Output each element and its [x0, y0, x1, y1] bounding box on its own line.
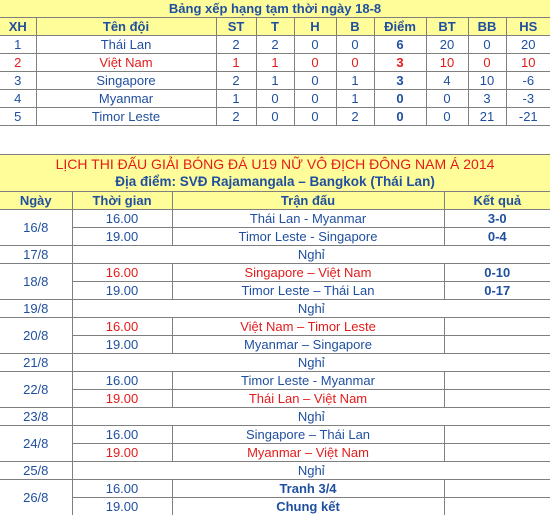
day-cell: 21/8	[0, 354, 72, 372]
draw-cell: 0	[294, 108, 336, 126]
table-row	[0, 228, 550, 246]
table-row	[0, 90, 550, 108]
table-row	[0, 480, 550, 498]
header-gf: BT	[426, 18, 468, 36]
match-cell: Timor Leste - Myanmar	[172, 372, 444, 390]
gf-cell: 20	[426, 36, 468, 54]
table-row	[0, 498, 550, 515]
day-cell: 26/8	[0, 480, 72, 515]
table-row	[0, 36, 550, 54]
day-cell: 19/8	[0, 300, 72, 318]
points-cell: 0	[374, 90, 426, 108]
time-cell: 19.00	[72, 498, 172, 515]
table-row	[0, 246, 550, 264]
played-cell: 2	[216, 108, 256, 126]
result-cell	[444, 318, 550, 336]
gd-cell: -3	[506, 90, 550, 108]
rest-cell: Nghỉ	[72, 408, 550, 426]
table-row	[0, 54, 550, 72]
table-row	[0, 408, 550, 426]
result-cell	[444, 498, 550, 515]
result-cell	[444, 480, 550, 498]
gf-cell: 0	[426, 90, 468, 108]
rank-cell: 2	[0, 54, 36, 72]
table-row	[0, 426, 550, 444]
points-cell: 3	[374, 54, 426, 72]
gf-cell: 0	[426, 108, 468, 126]
day-cell: 22/8	[0, 372, 72, 408]
rest-cell: Nghỉ	[72, 462, 550, 480]
match-cell: Singapore – Việt Nam	[172, 264, 444, 282]
table-row	[0, 336, 550, 354]
time-cell: 19.00	[72, 336, 172, 354]
header-result: Kết quả	[444, 192, 550, 210]
day-cell: 24/8	[0, 426, 72, 462]
result-cell: 0-4	[444, 228, 550, 246]
header-team: Tên đội	[36, 18, 216, 36]
win-cell: 1	[256, 54, 294, 72]
day-cell: 17/8	[0, 246, 72, 264]
gd-cell: 10	[506, 54, 550, 72]
win-cell: 0	[256, 90, 294, 108]
team-cell: Myanmar	[36, 90, 216, 108]
header-played: ST	[216, 18, 256, 36]
ga-cell: 3	[468, 90, 506, 108]
schedule-table	[0, 154, 550, 515]
rank-cell: 1	[0, 36, 36, 54]
table-row	[0, 318, 550, 336]
win-cell: 0	[256, 108, 294, 126]
played-cell: 2	[216, 72, 256, 90]
gf-cell: 10	[426, 54, 468, 72]
standings-title: Bảng xếp hạng tạm thời ngày 18-8	[0, 0, 550, 18]
points-cell: 0	[374, 108, 426, 126]
header-match: Trận đấu	[172, 192, 444, 210]
table-row	[0, 444, 550, 462]
played-cell: 2	[216, 36, 256, 54]
header-win: T	[256, 18, 294, 36]
day-cell: 16/8	[0, 210, 72, 246]
table-row	[0, 108, 550, 126]
time-cell: 16.00	[72, 264, 172, 282]
match-cell: Tranh 3/4	[172, 480, 444, 498]
result-cell	[444, 372, 550, 390]
match-cell: Việt Nam – Timor Leste	[172, 318, 444, 336]
time-cell: 16.00	[72, 372, 172, 390]
team-cell: Singapore	[36, 72, 216, 90]
time-cell: 16.00	[72, 318, 172, 336]
standings-header-row	[0, 18, 550, 36]
table-row	[0, 300, 550, 318]
time-cell: 19.00	[72, 390, 172, 408]
table-row	[0, 282, 550, 300]
match-cell: Myanmar – Việt Nam	[172, 444, 444, 462]
gd-cell: -21	[506, 108, 550, 126]
time-cell: 16.00	[72, 210, 172, 228]
header-rank: XH	[0, 18, 36, 36]
result-cell	[444, 336, 550, 354]
match-cell: Timor Leste – Thái Lan	[172, 282, 444, 300]
win-cell: 2	[256, 36, 294, 54]
time-cell: 19.00	[72, 282, 172, 300]
match-cell: Timor Leste - Singapore	[172, 228, 444, 246]
time-cell: 16.00	[72, 480, 172, 498]
schedule-header-row	[0, 192, 550, 210]
points-cell: 6	[374, 36, 426, 54]
result-cell	[444, 444, 550, 462]
played-cell: 1	[216, 90, 256, 108]
header-ga: BB	[468, 18, 506, 36]
result-cell: 0-17	[444, 282, 550, 300]
match-cell: Singapore – Thái Lan	[172, 426, 444, 444]
draw-cell: 0	[294, 54, 336, 72]
result-cell	[444, 390, 550, 408]
time-cell: 16.00	[72, 426, 172, 444]
time-cell: 19.00	[72, 228, 172, 246]
result-cell: 0-10	[444, 264, 550, 282]
rest-cell: Nghỉ	[72, 300, 550, 318]
draw-cell: 0	[294, 72, 336, 90]
standings-table	[0, 0, 550, 126]
rest-cell: Nghỉ	[72, 246, 550, 264]
result-cell	[444, 426, 550, 444]
loss-cell: 0	[336, 36, 374, 54]
match-cell: Chung kết	[172, 498, 444, 515]
gd-cell: 20	[506, 36, 550, 54]
rank-cell: 4	[0, 90, 36, 108]
ga-cell: 0	[468, 36, 506, 54]
schedule-venue: Địa điểm: SVĐ Rajamangala – Bangkok (Thái Lan)	[0, 173, 550, 192]
team-cell: Thái Lan	[36, 36, 216, 54]
schedule-title: LỊCH THI ĐẤU GIẢI BÓNG ĐÁ U19 NỮ VÔ ĐỊCH ĐÔNG NAM Á 2014	[0, 155, 550, 174]
table-row	[0, 354, 550, 372]
loss-cell: 1	[336, 72, 374, 90]
time-cell: 19.00	[72, 444, 172, 462]
table-row	[0, 462, 550, 480]
rank-cell: 3	[0, 72, 36, 90]
ga-cell: 10	[468, 72, 506, 90]
draw-cell: 0	[294, 36, 336, 54]
points-cell: 3	[374, 72, 426, 90]
loss-cell: 1	[336, 90, 374, 108]
rank-cell: 5	[0, 108, 36, 126]
loss-cell: 0	[336, 54, 374, 72]
day-cell: 23/8	[0, 408, 72, 426]
header-loss: B	[336, 18, 374, 36]
gd-cell: -6	[506, 72, 550, 90]
day-cell: 18/8	[0, 264, 72, 300]
table-row	[0, 264, 550, 282]
table-row	[0, 390, 550, 408]
day-cell: 25/8	[0, 462, 72, 480]
match-cell: Thái Lan – Việt Nam	[172, 390, 444, 408]
team-cell: Timor Leste	[36, 108, 216, 126]
ga-cell: 0	[468, 54, 506, 72]
win-cell: 1	[256, 72, 294, 90]
team-cell: Việt Nam	[36, 54, 216, 72]
table-row	[0, 372, 550, 390]
header-time: Thời gian	[72, 192, 172, 210]
header-gd: HS	[506, 18, 550, 36]
played-cell: 1	[216, 54, 256, 72]
draw-cell: 0	[294, 90, 336, 108]
match-cell: Myanmar – Singapore	[172, 336, 444, 354]
rest-cell: Nghỉ	[72, 354, 550, 372]
header-points: Điểm	[374, 18, 426, 36]
day-cell: 20/8	[0, 318, 72, 354]
loss-cell: 2	[336, 108, 374, 126]
header-day: Ngày	[0, 192, 72, 210]
gf-cell: 4	[426, 72, 468, 90]
result-cell: 3-0	[444, 210, 550, 228]
table-row	[0, 210, 550, 228]
match-cell: Thái Lan - Myanmar	[172, 210, 444, 228]
header-draw: H	[294, 18, 336, 36]
ga-cell: 21	[468, 108, 506, 126]
table-row	[0, 72, 550, 90]
